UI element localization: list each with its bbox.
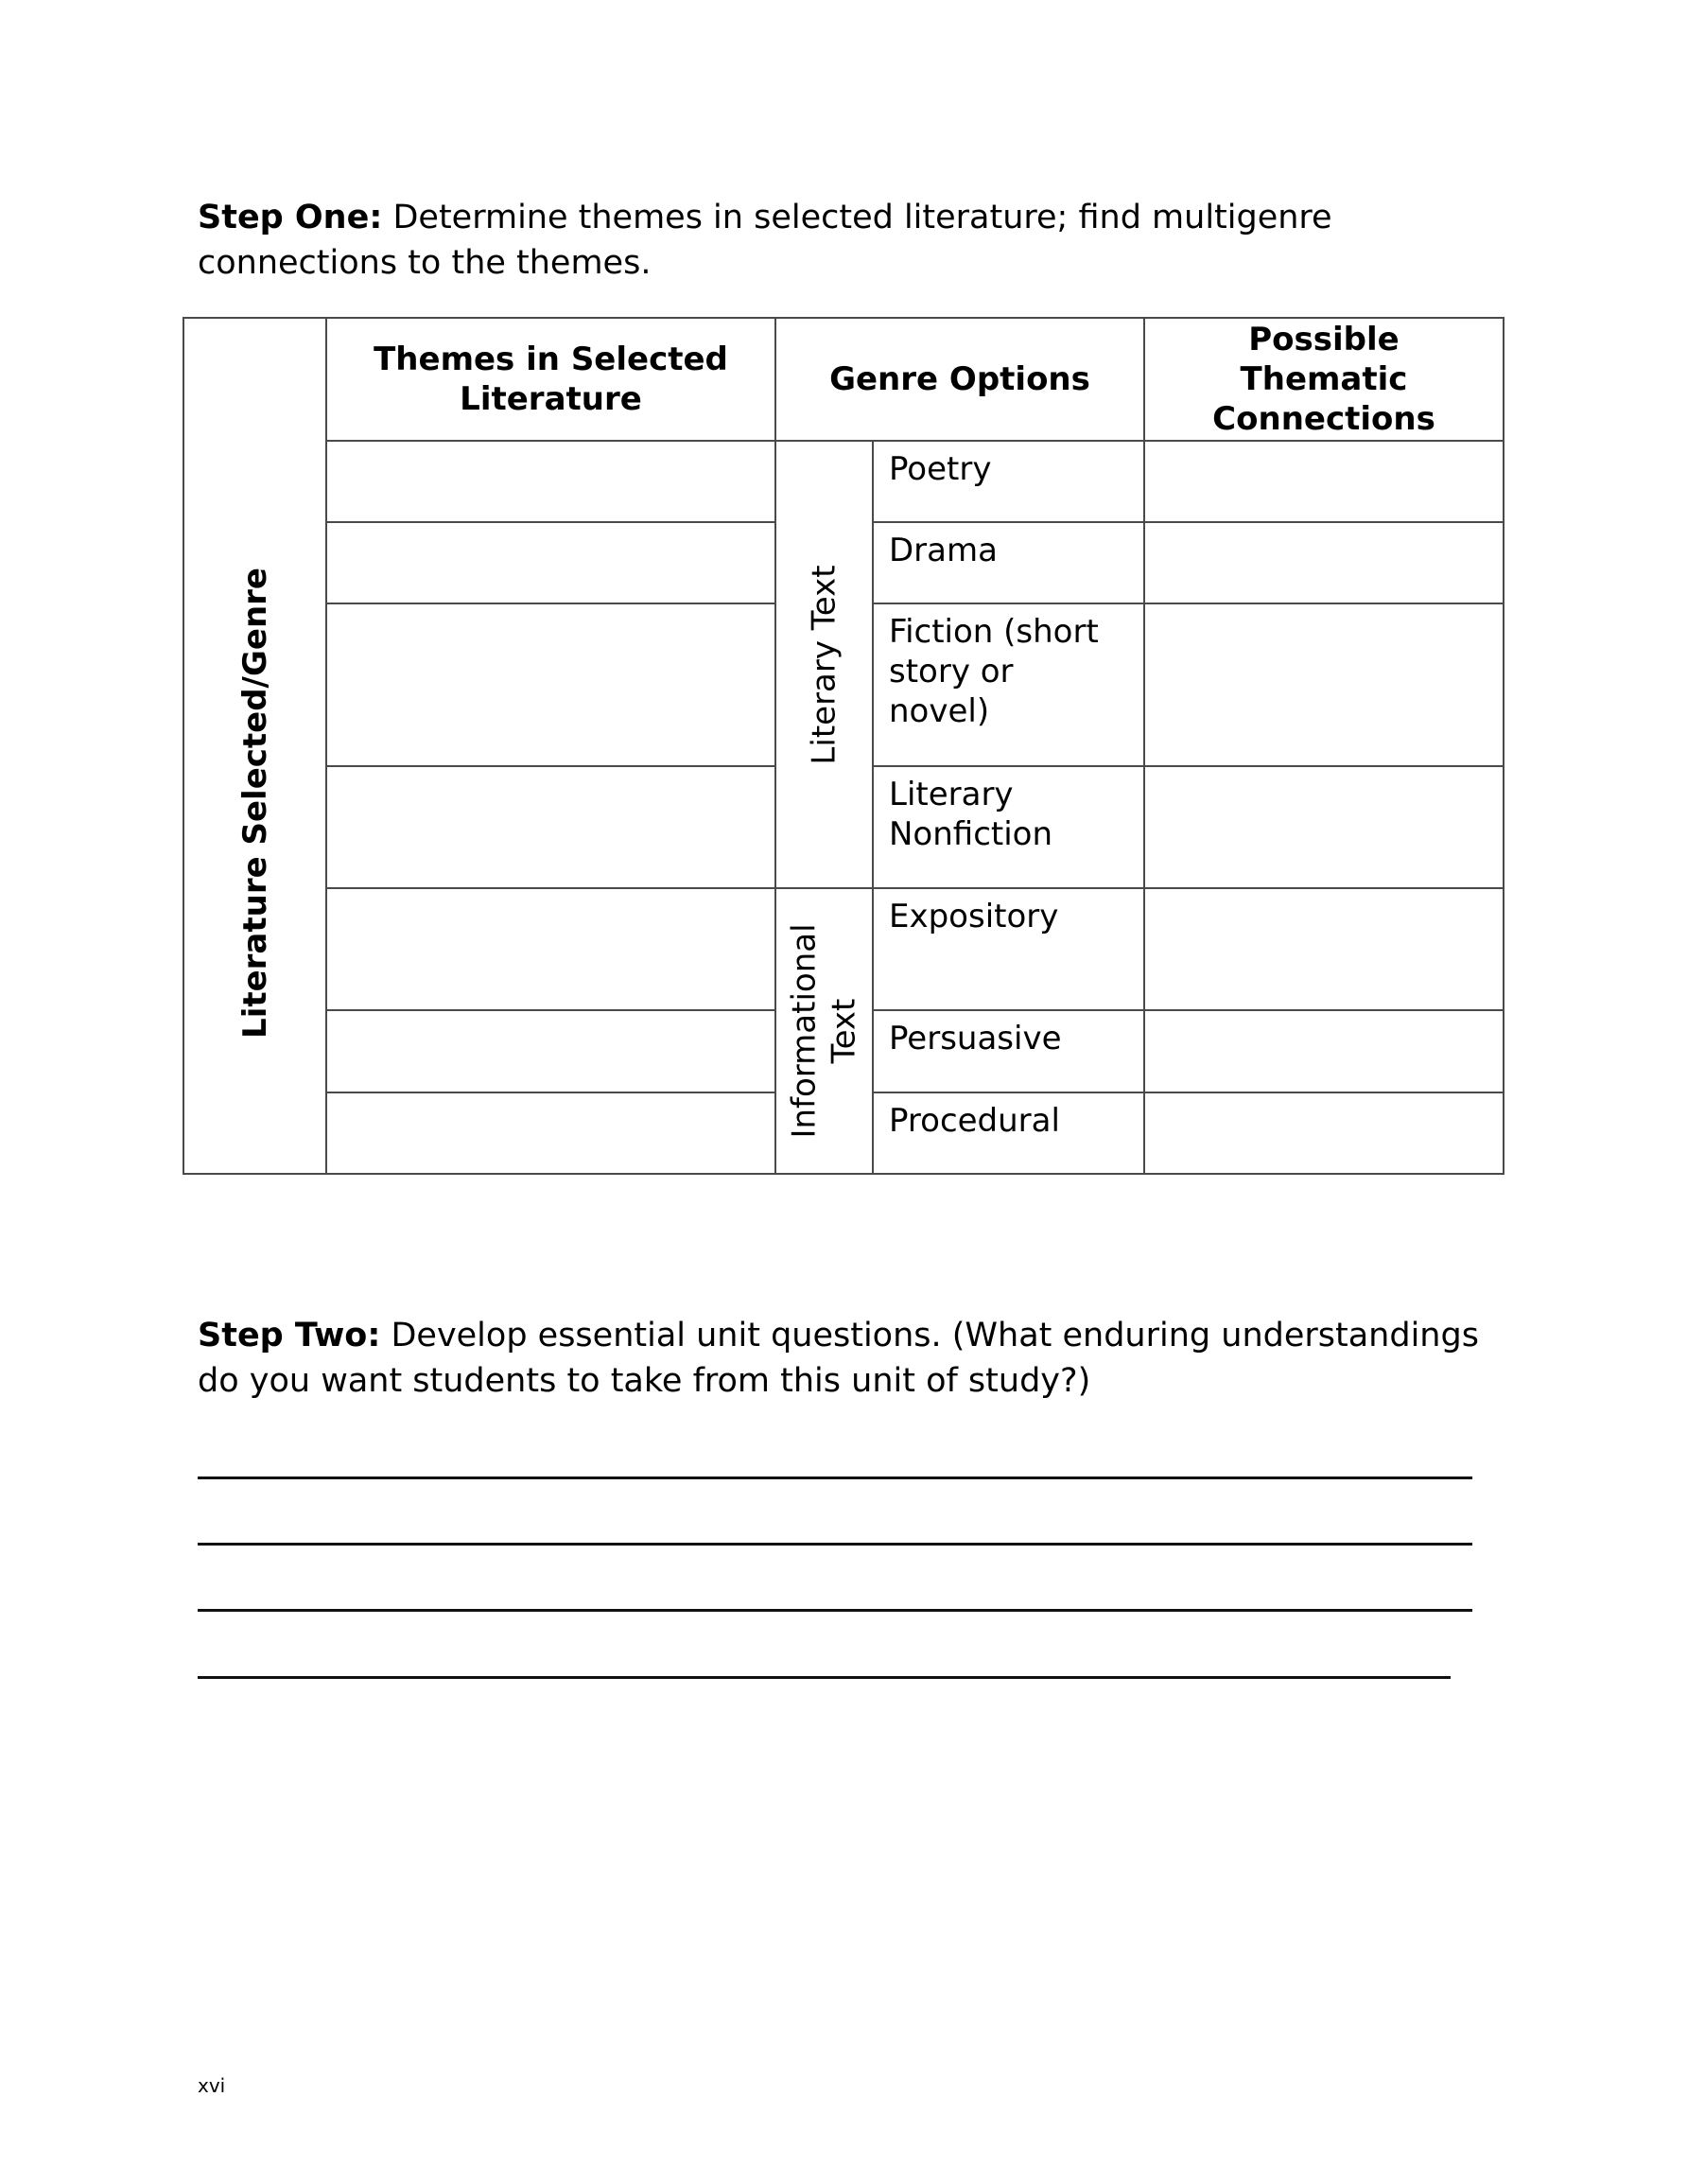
connection-cell[interactable]	[1145, 442, 1503, 521]
connection-cell[interactable]	[1145, 767, 1503, 887]
step-one-text: Determine themes in selected literature; find multigenre connections to the themes.	[198, 199, 1332, 282]
theme-cell[interactable]	[327, 1093, 774, 1173]
genre-fiction: Fiction (short story or novel)	[889, 613, 1099, 730]
answer-line[interactable]	[198, 1476, 1472, 1479]
theme-cell[interactable]	[327, 1011, 774, 1092]
group-label: Informational Text	[785, 923, 863, 1139]
theme-cell[interactable]	[327, 889, 774, 1009]
connection-cell[interactable]	[1145, 1093, 1503, 1173]
group-label: Literary Text	[805, 564, 844, 765]
step-two-instruction	[198, 1313, 1522, 1404]
step-one-label: Step One:	[198, 199, 383, 236]
header-genre-options: Genre Options	[829, 360, 1090, 398]
header-possible-connections: Possible Thematic Connections	[1212, 321, 1435, 438]
page-number: xvi	[198, 2074, 226, 2097]
genre-drama: Drama	[889, 532, 998, 569]
answer-line[interactable]	[198, 1676, 1451, 1679]
genre-literary-nonfiction: Literary Nonfiction	[889, 776, 1053, 853]
step-two-text: Develop essential unit questions. (What enduring understandings do you want students to take from this unit of study?)	[198, 1317, 1479, 1400]
genre-poetry: Poetry	[889, 450, 992, 488]
genre-procedural: Procedural	[889, 1102, 1060, 1140]
connection-cell[interactable]	[1145, 1011, 1503, 1092]
header-themes: Themes in Selected Literature	[374, 341, 728, 418]
genre-persuasive: Persuasive	[889, 1020, 1062, 1057]
side-label: Literature Selected/Genre	[235, 567, 274, 1039]
connection-cell[interactable]	[1145, 523, 1503, 603]
theme-cell[interactable]	[327, 442, 774, 521]
theme-cell[interactable]	[327, 604, 774, 765]
theme-cell[interactable]	[327, 767, 774, 887]
step-two-label: Step Two:	[198, 1317, 381, 1354]
answer-line[interactable]	[198, 1609, 1472, 1612]
connection-cell[interactable]	[1145, 889, 1503, 1009]
genre-expository: Expository	[889, 898, 1059, 935]
side-label-cell	[184, 319, 325, 1173]
group-informational-text	[776, 889, 872, 1173]
answer-line[interactable]	[198, 1543, 1472, 1546]
theme-cell[interactable]	[327, 523, 774, 603]
connection-cell[interactable]	[1145, 604, 1503, 765]
step-one-instruction	[198, 195, 1522, 286]
group-literary-text	[776, 442, 872, 887]
